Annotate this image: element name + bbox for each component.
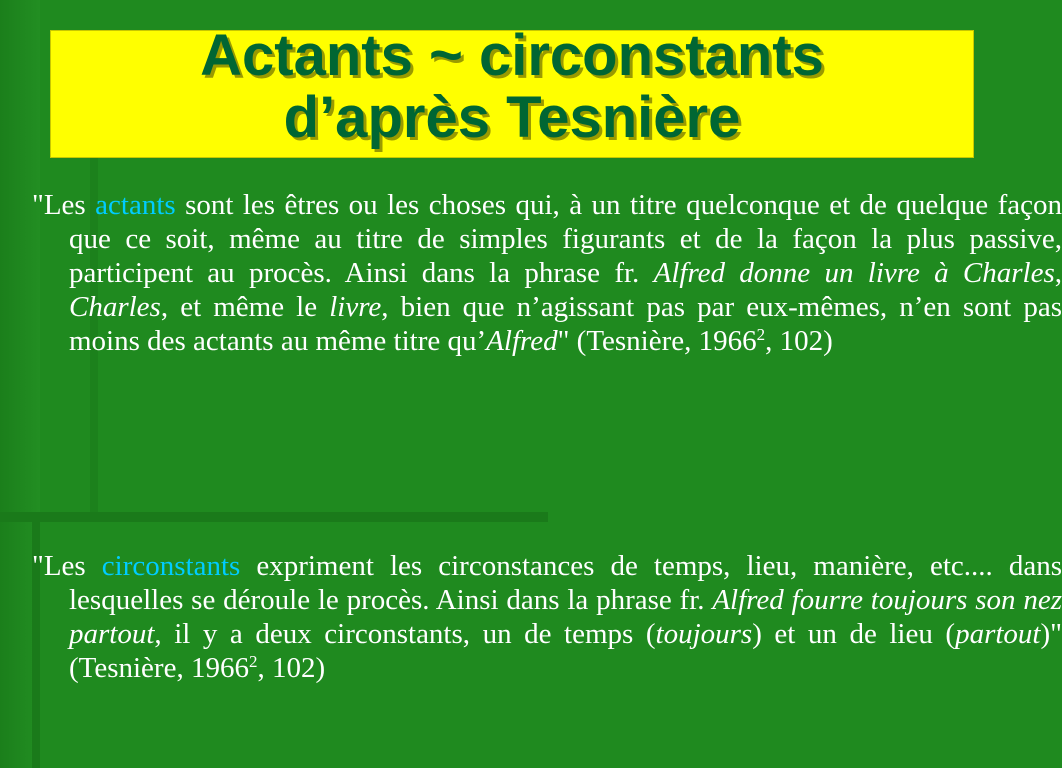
text-run: , bien que n’agissant pas par eux-mêmes, n’en sont pas moins des actants au même titre qu’ [69, 291, 1062, 357]
text-run: , [1054, 257, 1062, 289]
text-run: "Les [32, 550, 102, 582]
text-run: , il y a deux circonstants, un de temps ( [154, 618, 656, 650]
keyword-circonstants: circonstants [101, 550, 241, 582]
example-word: Alfred [486, 325, 558, 357]
background-stripe-horizontal [0, 512, 548, 522]
example-word: toujours [655, 618, 753, 650]
example-sentence: Alfred donne un livre à Charles [653, 257, 1055, 289]
citation: , 102) [765, 325, 833, 357]
slide-title-line2: d’après Tesnière [283, 85, 741, 150]
keyword-actants: actants [95, 189, 176, 221]
citation: )" (Tesnière, 1966 [69, 618, 1062, 684]
citation: , 102) [257, 652, 326, 684]
paragraph-actants [32, 188, 1062, 358]
citation: " (Tesnière, 1966 [557, 325, 757, 357]
citation-superscript: 2 [756, 325, 766, 344]
citation-superscript: 2 [248, 652, 258, 671]
slide-title [51, 25, 973, 149]
text-run: expriment les circonstances de temps, lieu, manière, etc.... dans lesquelles se déroule le procès. Ainsi dans la phrase fr. [69, 550, 1062, 616]
example-word: livre [329, 291, 382, 323]
text-run: "Les [32, 189, 96, 221]
example-word: Charles [69, 291, 161, 323]
text-run: sont les êtres ou les choses qui, à un titre quelconque et de quelque façon que ce soit, même au titre de simples figurants et de la façon la plus passive, participent au procès. Ainsi dans la phrase fr. [69, 189, 1062, 289]
slide-title-line1: Actants ~ circonstants [200, 23, 824, 88]
example-word: partout [955, 618, 1041, 650]
paragraph-circonstants [32, 549, 1062, 685]
text-run: , et même le [160, 291, 330, 323]
text-run: ) et un de lieu ( [752, 618, 956, 650]
example-sentence: Alfred fourre toujours son nez partout [69, 584, 1062, 650]
title-box [50, 23, 974, 158]
